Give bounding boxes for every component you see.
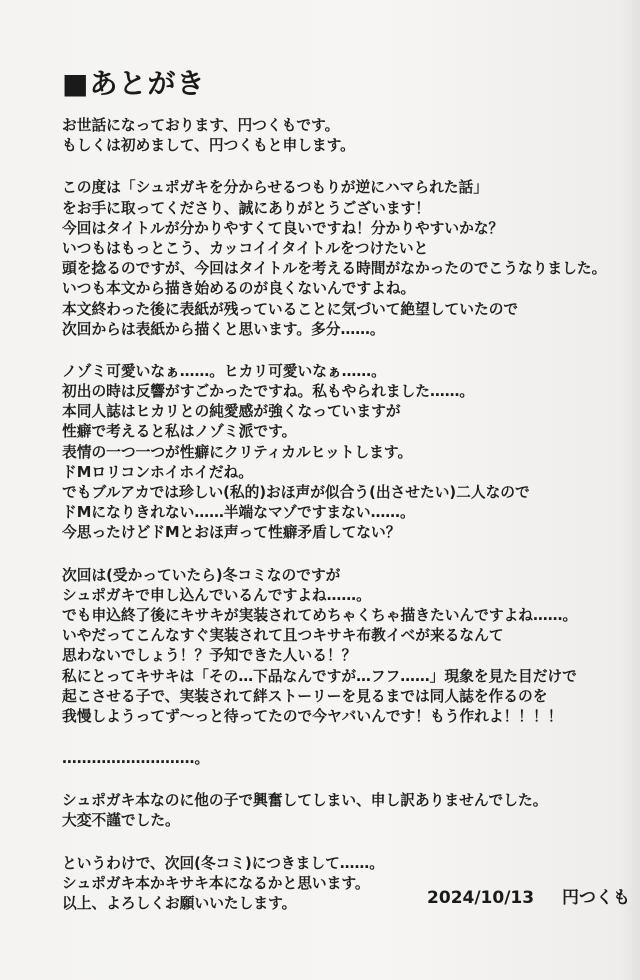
text-line: をお手に取ってくださり、誠にありがとうございます！ [62,199,430,217]
paragraph [62,566,637,728]
text-line: ………………………。 [62,750,210,768]
text-line: いやだってこんなすぐ実装されて且つキサキ布教イベが来るなんて [62,627,504,645]
text-line: 我慢しようってず～っと待ってたので今ヤバいんです！もう作れよ！！！！ [62,707,563,725]
text-line: 次回からは表紙から描くと思います。多分……。 [62,320,385,338]
text-line: 大変不謹でした。 [62,812,180,830]
text-line: この度は「シュポガキを分からせるつもりが逆にハマられた話」 [62,179,488,197]
afterword-body [62,116,637,936]
text-line: 起こさせる子で、実装されて絆ストーリーを見るまでは同人誌を作るのを [62,687,548,705]
text-line: ドMになりきれない……半端なマゾですまない……。 [62,504,415,522]
text-line: 性癖で考えると私はノゾミ派です。 [62,423,297,441]
text-line: シュポガキ本かキサキ本になるかと思います。 [62,874,370,892]
text-line: お世話になっております、円つくもです。 [62,117,340,134]
paragraph [62,791,637,831]
text-line: 本文終わった後に表紙が残っていることに気づいて絶望していたので [62,300,519,318]
text-line: ドMロリコンホイホイだね。 [62,463,253,481]
signature-date: 2024/10/13 [427,888,535,908]
text-line: 本同人誌はヒカリとの純愛感が強くなっていますが [62,403,401,421]
text-line: 今回はタイトルが分かりやすくて良いですね！分かりやすいかな？ [62,219,504,237]
text-line: というわけで、次回(冬コミ)につきまして……。 [62,854,384,872]
text-line: もしくは初めまして、円つくもと申します。 [62,137,355,155]
paragraph [62,362,637,544]
text-line: シュポガキで申し込んでいるんですよね……。 [62,586,371,604]
paragraph [62,749,637,769]
paragraph [62,116,637,156]
text-line: 私にとってキサキは「その…下品なんですが…フフ……」現象を見た目だけで [62,667,577,685]
afterword-heading: ■あとがき [62,67,206,100]
text-line: 頭を捻るのですが、今回はタイトルを考える時間がなかったのでこうなりました。 [62,260,607,278]
paragraph [62,178,637,340]
text-line: ノゾミ可愛いなぁ……。ヒカリ可愛いなぁ……。 [62,362,386,380]
signature-author: 円つくも [562,888,630,908]
text-line: 今思ったけどドMとおほ声って性癖矛盾してない？ [62,524,401,542]
text-line: シュポガキ本なのに他の子で興奮してしまい、申し訳ありませんでした。 [62,792,548,810]
text-line: 次回は(受かっていたら)冬コミなのですが [62,566,341,584]
text-line: でもブルアカでは珍しい(私的)おほ声が似合う(出させたい)二人なので [62,484,530,501]
text-line: 以上、よろしくお願いいたします。 [62,895,297,912]
signature [427,883,630,908]
text-line: 思わないでしょう！？予知できた人いる！？ [62,647,357,665]
text-line: 表情の一つ一つが性癖にクリティカルヒットします。 [62,443,413,461]
text-line: いつも本文から描き始めるのが良くないんですよね。 [62,280,416,298]
text-line: でも申込終了後にキサキが実装されてめちゃくちゃ描きたいんですよね……。 [62,606,578,624]
text-line: いつもはもっとこう、カッコイイタイトルをつけたいと [62,239,429,257]
text-line: 初出の時は反響がすごかったですね。私もやられました……。 [62,383,475,401]
